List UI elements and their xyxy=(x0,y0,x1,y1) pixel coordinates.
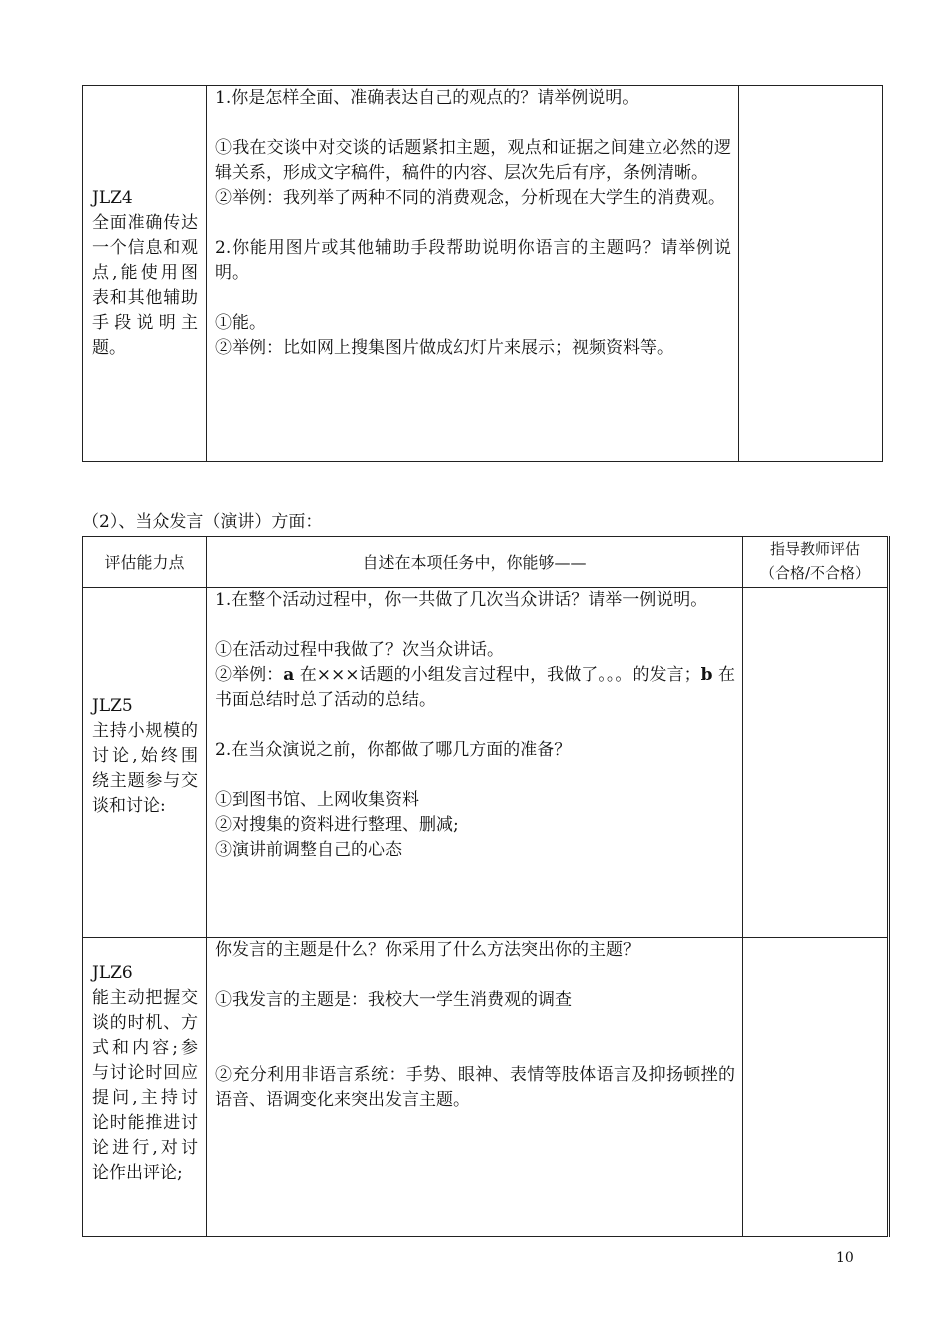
table-header-row xyxy=(83,537,889,588)
answer-line: ①在活动过程中我做了？次当众讲话。 xyxy=(215,640,504,660)
statement-line: 1.你是怎样全面、准确表达自己的观点的？请举例说明。 xyxy=(215,88,640,108)
competency-table-jlz4 xyxy=(82,85,883,462)
statement-line: ①能。 xyxy=(215,313,266,333)
header-teacher-evaluation xyxy=(743,537,889,588)
answer-line: ③演讲前调整自己的心态 xyxy=(215,840,402,860)
answer-line: ②充分利用非语言系统：手势、眼神、表情等肢体语言及抑扬顿挫的语音、语调变化来突出发言主题。 xyxy=(215,1065,735,1110)
table-row xyxy=(83,938,889,1237)
answer-line: ①我发言的主题是：我校大一学生消费观的调查 xyxy=(215,990,572,1010)
question-1: 1.在整个活动过程中，你一共做了几次当众讲话？请举一例说明。 xyxy=(215,590,708,610)
self-statement-cell xyxy=(207,86,739,462)
ability-description: 全面准确传达一个信息和观点,能使用图表和其他辅助手段说明主题。 xyxy=(92,213,198,358)
statement-line: ②举例：比如网上搜集图片做成幻灯片来展示；视频资料等。 xyxy=(215,338,674,358)
teacher-evaluation-cell xyxy=(739,86,883,462)
ability-description: 能主动把握交谈的时机、方式和内容;参与讨论时回应提问,主持讨论时能推进讨论进行,对讨论作出评论; xyxy=(92,988,198,1183)
self-statement-text xyxy=(207,938,742,1113)
self-statement-text xyxy=(207,86,738,361)
statement-line: 2.你能用图片或其他辅助手段帮助说明你语言的主题吗？请举例说明。 xyxy=(215,238,731,283)
teacher-evaluation-cell xyxy=(743,938,889,1237)
ability-code: JLZ5 xyxy=(92,696,133,716)
ability-cell xyxy=(83,938,207,1237)
header-self-statement: 自述在本项任务中，你能够—— xyxy=(207,537,743,588)
answer-line: ①到图书馆、上网收集资料 xyxy=(215,790,419,810)
competency-table-speech xyxy=(82,536,890,1237)
question-1: 你发言的主题是什么？你采用了什么方法突出你的主题？ xyxy=(215,940,640,960)
ability-code: JLZ6 xyxy=(92,963,133,983)
table-row xyxy=(83,86,883,462)
ability-cell xyxy=(83,86,207,462)
header-teacher-evaluation-title: 指导教师评估 xyxy=(769,540,860,558)
header-ability: 评估能力点 xyxy=(83,537,207,588)
ability-code: JLZ4 xyxy=(92,188,133,208)
question-2: 2.在当众演说之前，你都做了哪几方面的准备？ xyxy=(215,740,572,760)
statement-line: ①我在交谈中对交谈的话题紧扣主题，观点和证据之间建立必然的逻辑关系，形成文字稿件，稿件的内容、层次先后有序，条例清晰。 xyxy=(215,138,731,183)
self-statement-text xyxy=(207,588,742,863)
answer-example: ②举例：a 在×××话题的小组发言过程中，我做了。。。的发言；b 在书面总结时总了活动的总结。 xyxy=(215,665,736,710)
answer-line: ②对搜集的资料进行整理、删减; xyxy=(215,815,459,835)
self-statement-cell xyxy=(207,938,743,1237)
section-caption: （2）、当众发言（演讲）方面： xyxy=(82,512,323,532)
header-teacher-evaluation-options: （合格/不合格） xyxy=(759,564,871,582)
table-row xyxy=(83,588,889,938)
ability-cell xyxy=(83,588,207,938)
ability-description: 主持小规模的讨论,始终围绕主题参与交谈和讨论: xyxy=(92,721,198,816)
statement-line: ②举例：我列举了两种不同的消费观念，分析现在大学生的消费观。 xyxy=(215,188,725,208)
teacher-evaluation-cell xyxy=(743,588,889,938)
page-number: 10 xyxy=(836,1250,854,1266)
self-statement-cell xyxy=(207,588,743,938)
